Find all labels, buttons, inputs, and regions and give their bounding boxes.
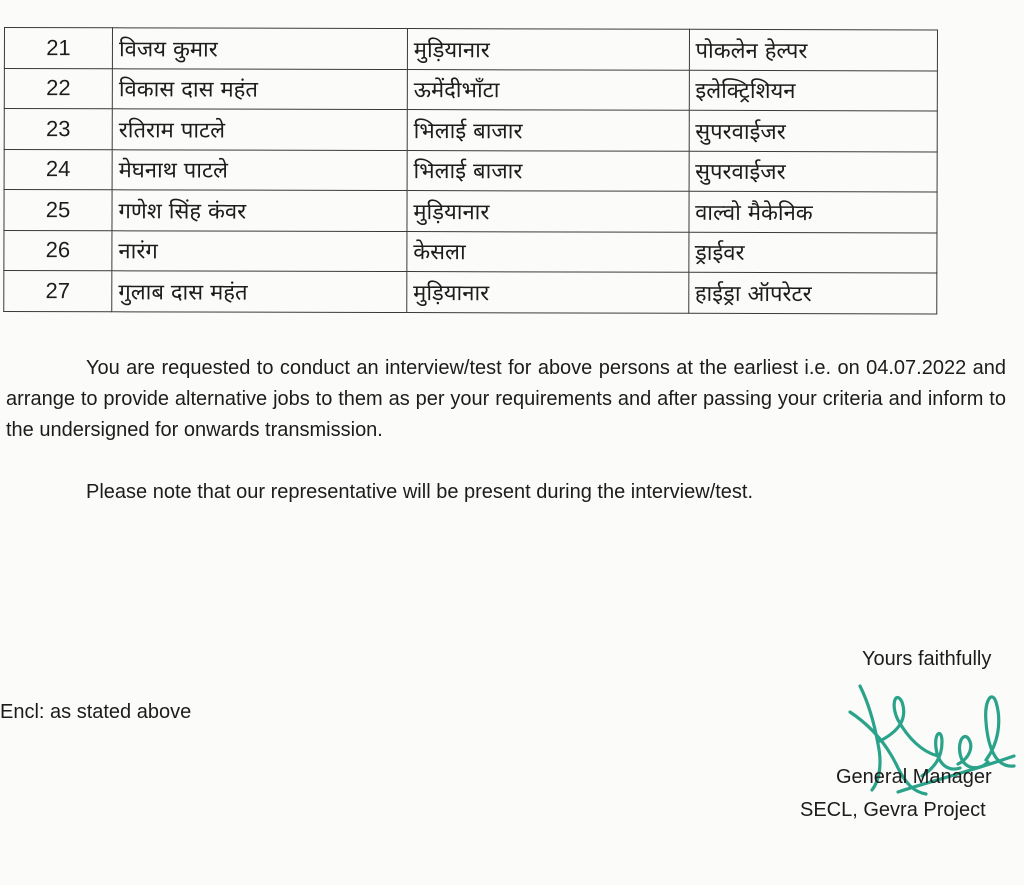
serial-number-cell: 27 xyxy=(4,271,112,312)
job-post-cell: वाल्वो मैकेनिक xyxy=(689,191,938,232)
village-cell: ऊमेंदीभाँटा xyxy=(407,69,689,110)
village-cell: मुड़ियानार xyxy=(407,29,689,70)
serial-number-cell: 21 xyxy=(4,28,112,69)
table-row xyxy=(4,190,937,233)
enclosure-note: Encl: as stated above xyxy=(0,701,192,723)
interview-request-paragraph: You are requested to conduct an interview/test for above persons at the earliest i.e. on 04.07.2022 and arrange to provide alternative jobs to them as per your requirements and after passing your criteria and inform to the undersigned for onwards transmission. xyxy=(6,357,1006,441)
table-row xyxy=(4,149,937,192)
signatory-organization: SECL, Gevra Project xyxy=(800,799,986,821)
job-post-cell: सुपरवाईजर xyxy=(689,151,938,192)
job-post-cell: सुपरवाईजर xyxy=(689,110,938,151)
employee-name-cell: रतिराम पाटले xyxy=(112,109,407,150)
closing-salutation: Yours faithfully xyxy=(862,648,992,670)
job-post-cell: हाईड्रा ऑपरेटर xyxy=(688,272,937,313)
serial-number-cell: 22 xyxy=(4,68,112,109)
serial-number-cell: 26 xyxy=(4,230,112,271)
village-cell: भिलाई बाजार xyxy=(407,150,689,191)
employee-table-body xyxy=(4,28,938,314)
signatory-title: General Manager xyxy=(836,766,992,788)
job-post-cell: इलेक्ट्रिशियन xyxy=(689,70,938,111)
serial-number-cell: 24 xyxy=(4,149,112,190)
employee-table xyxy=(3,27,938,314)
table-row xyxy=(4,68,937,111)
village-cell: केसला xyxy=(407,231,689,272)
employee-name-cell: गणेश सिंह कंवर xyxy=(112,190,407,231)
employee-name-cell: नारंग xyxy=(112,230,407,271)
village-cell: मुड़ियानार xyxy=(407,191,689,232)
representative-note: Please note that our representative will be present during the interview/test. xyxy=(86,481,754,503)
table-row xyxy=(4,28,937,71)
table-row xyxy=(4,109,937,152)
serial-number-cell: 25 xyxy=(4,190,112,231)
table-row xyxy=(4,271,937,314)
job-post-cell: पोकलेन हेल्पर xyxy=(689,29,938,70)
village-cell: मुड़ियानार xyxy=(407,272,689,313)
employee-name-cell: गुलाब दास महंत xyxy=(112,271,407,312)
employee-name-cell: मेघनाथ पाटले xyxy=(112,149,407,190)
employee-name-cell: विकास दास महंत xyxy=(112,68,407,109)
table-row xyxy=(4,230,937,273)
job-post-cell: ड्राईवर xyxy=(688,232,937,273)
village-cell: भिलाई बाजार xyxy=(407,110,689,151)
employee-name-cell: विजय कुमार xyxy=(112,28,407,69)
serial-number-cell: 23 xyxy=(4,109,112,150)
